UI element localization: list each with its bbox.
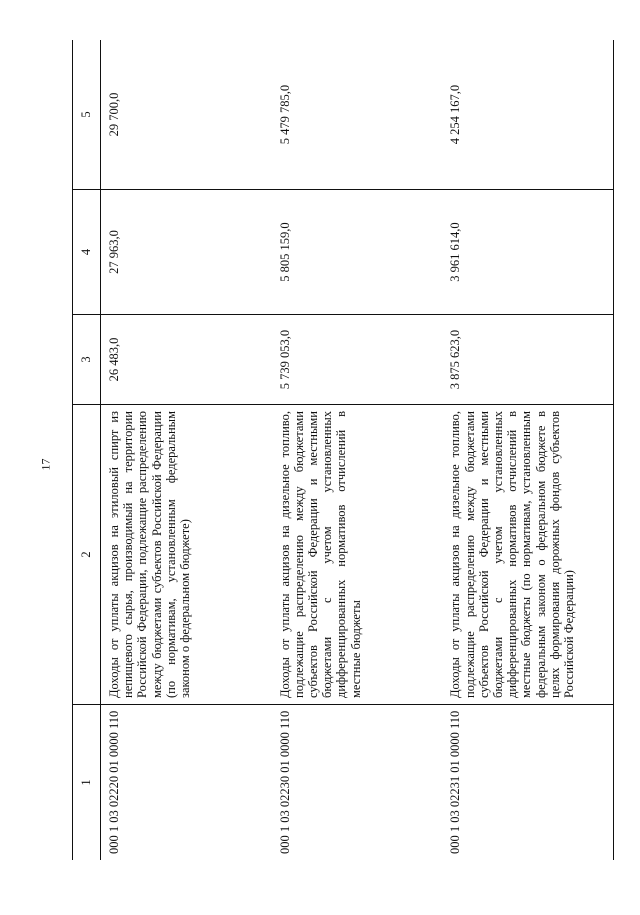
column-header-4: 4	[73, 190, 101, 315]
column-header-1: 1	[73, 705, 101, 860]
row-2-code: 000 1 03 02230 01 0000 110	[277, 710, 292, 854]
row-2-col4: 5 805 159,0	[272, 190, 443, 315]
row-2-col5: 5 479 785,0	[272, 40, 443, 190]
column-header-2: 2	[73, 405, 101, 705]
column-header-3: 3	[73, 315, 101, 405]
row-3-code: 000 1 03 02231 01 0000 110	[448, 710, 463, 854]
row-2-col3: 5 739 053,0	[272, 315, 443, 405]
revenue-table	[72, 40, 614, 860]
table-container	[72, 40, 612, 860]
row-1-description: Доходы от уплаты акцизов на этиловый спирт из непищевого сырья, производимый на территории Российской Федерации, подлежащие распределению между бюджетами субъектов Российской Федерации (по нормативам, установленным федеральным законом о федеральном бюджете)	[101, 405, 272, 705]
row-1-col3: 26 483,0	[101, 315, 272, 405]
row-3-description: Доходы от уплаты акцизов на дизельное топливо, подлежащие распределению между бюджетами субъектов Российской Федерации и местными бюджетами с учетом установленных дифференцированных нормативов отчислений в местные бюджеты (по нормативам, установленным федеральным законом о федеральном бюджете в целях формирования дорожных фондов субъектов Российской Федерации)	[442, 405, 613, 705]
row-1-code: 000 1 03 02220 01 0000 110	[107, 710, 121, 854]
row-3-col3: 3 875 623,0	[442, 315, 613, 405]
row-2-description: Доходы от уплаты акцизов на дизельное топливо, подлежащие распределению между бюджетами субъектов Российской Федерации и местными бюджетами с учетом установленных дифференцированных нормативов отчислений в местные бюджеты	[272, 405, 443, 705]
row-1-col5: 29 700,0	[101, 40, 272, 190]
column-header-5: 5	[73, 40, 101, 190]
row-3-col5: 4 254 167,0	[442, 40, 613, 190]
page-number: 17	[38, 458, 53, 471]
row-3-col4: 3 961 614,0	[442, 190, 613, 315]
row-1-col4: 27 963,0	[101, 190, 272, 315]
